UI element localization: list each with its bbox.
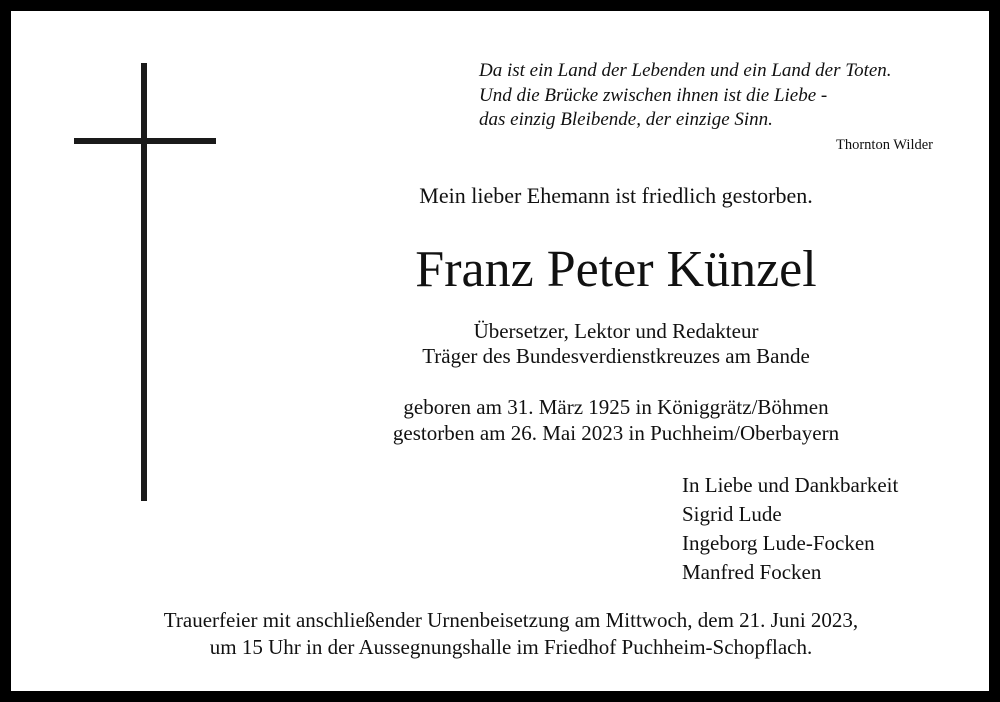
cross-icon-horizontal-beam xyxy=(74,138,216,144)
funeral-info xyxy=(41,607,981,661)
signer-name: Manfred Focken xyxy=(682,560,822,584)
titles-block xyxy=(271,319,961,369)
title-line: Übersetzer, Lektor und Redakteur xyxy=(473,319,759,343)
death-date: gestorben am 26. Mai 2023 in Puchheim/Oberbayern xyxy=(392,421,840,445)
quote-author: Thornton Wilder xyxy=(835,137,933,153)
quote-line: Da ist ein Land der Lebenden und ein Land der Toten. xyxy=(479,60,892,81)
closing-phrase: In Liebe und Dankbarkeit xyxy=(682,473,899,497)
dates-block xyxy=(271,394,961,446)
cross-icon-vertical-beam xyxy=(141,63,147,501)
deceased-name: Franz Peter Künzel xyxy=(415,241,817,298)
quote-line: das einzig Bleibende, der einzige Sinn. xyxy=(479,109,773,130)
intro-text: Mein lieber Ehemann ist friedlich gestorben. xyxy=(419,183,813,208)
signer-name: Ingeborg Lude-Focken xyxy=(682,531,875,555)
quote-block xyxy=(479,59,979,133)
funeral-line: Trauerfeier mit anschließender Urnenbeisetzung am Mittwoch, dem 21. Juni 2023, xyxy=(163,608,859,632)
signer-name: Sigrid Lude xyxy=(682,502,782,526)
title-line: Träger des Bundesverdienstkreuzes am Bande xyxy=(422,344,810,368)
funeral-line: um 15 Uhr in der Aussegnungshalle im Friedhof Puchheim-Schopflach. xyxy=(209,635,813,659)
signers-block xyxy=(682,471,898,587)
birth-date: geboren am 31. März 1925 in Königgrätz/Böhmen xyxy=(403,395,829,419)
quote-line: Und die Brücke zwischen ihnen ist die Liebe - xyxy=(479,84,828,106)
